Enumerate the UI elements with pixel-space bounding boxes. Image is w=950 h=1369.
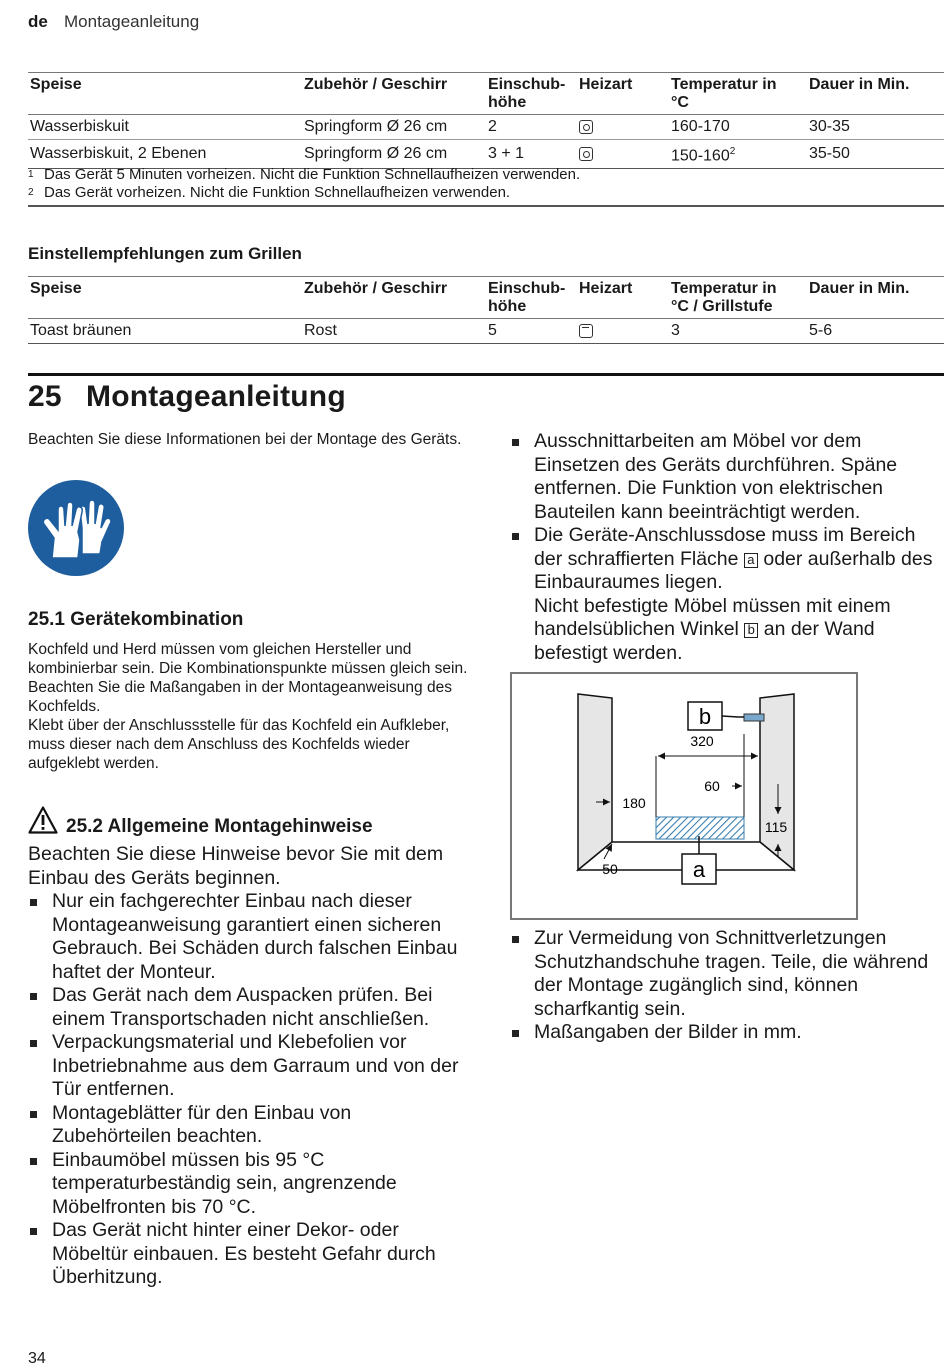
list-item: Die Geräte-Anschlussdose muss im Bereich der schraffierten Fläche a oder außerhalb des Einbauraumes liegen.: [510, 524, 940, 595]
col-header-temperatur: Temperatur in °C / Grillstufe: [671, 280, 777, 315]
cell-heizart: [577, 140, 669, 169]
baking-table: [28, 72, 944, 169]
list-item: Zur Vermeidung von Schnittverletzungen Schutzhandschuhe tragen. Teile, die während der Montage zugänglich sind, können scharfkantig sein.: [510, 927, 940, 1021]
cell-zubehoer: Springform Ø 26 cm: [304, 145, 448, 163]
footnote: 1 Das Gerät 5 Minuten vorheizen. Nicht die Funktion Schnellaufheizen verwenden.: [28, 166, 581, 183]
montage-hints-list: [28, 890, 468, 1290]
cell-speise: Wasserbiskuit: [30, 118, 129, 135]
chapter-number: 25: [28, 380, 62, 413]
grill-icon: [579, 324, 593, 338]
warning-triangle-icon: [28, 806, 58, 834]
section-25-1-title: 25.1 Gerätekombination: [28, 609, 244, 630]
cell-heizart: [577, 319, 669, 344]
dim-320-label: 320: [690, 733, 714, 749]
list-continuation: Nicht befestigte Möbel müssen mit einem handelsüblichen Winkel b an der Wand befestigt werden.: [534, 594, 891, 664]
chapter-title-text: Montageanleitung: [86, 380, 346, 413]
col-header-einschub: Einschub- höhe: [488, 76, 566, 111]
cell-dauer: 30-35: [809, 118, 850, 135]
col-header-heizart: Heizart: [579, 76, 633, 93]
diagram-label-b: b: [698, 704, 712, 729]
label-b-box: b: [744, 623, 758, 638]
section-25-2-title: 25.2 Allgemeine Montagehinweise: [66, 816, 373, 837]
list-item: Montageblätter für den Einbau von Zubehörteilen beachten.: [28, 1102, 468, 1149]
col-header-dauer: Dauer in Min.: [809, 76, 910, 93]
montage-hints-list-right: [510, 430, 940, 665]
fan-heating-icon: [579, 120, 593, 134]
label-a-box: a: [744, 553, 758, 568]
fan-heating-icon: [579, 147, 593, 161]
col-header-heizart: Heizart: [579, 280, 633, 297]
col-header-einschub: Einschub- höhe: [488, 280, 566, 315]
dim-60-label: 60: [704, 778, 720, 794]
chapter-title: [28, 380, 346, 414]
footnote-rule: [28, 205, 944, 207]
col-header-zubehoer: Zubehör / Geschirr: [304, 76, 448, 93]
cell-temperatur: 160-170: [671, 118, 730, 135]
page-number: 34: [28, 1350, 46, 1367]
table-row: [28, 319, 944, 344]
cell-einschub: 5: [488, 322, 497, 339]
cell-speise: Wasserbiskuit, 2 Ebenen: [30, 145, 207, 163]
cell-zubehoer: Rost: [304, 322, 337, 339]
cell-einschub: 2: [488, 118, 497, 135]
footnote: 2 Das Gerät vorheizen. Nicht die Funktion Schnellaufheizen verwenden.: [28, 184, 511, 201]
list-item: Verpackungsmaterial und Klebefolien vor Inbetriebnahme aus dem Garraum und von der Tür entfernen.: [28, 1031, 468, 1102]
paragraph: Klebt über der Anschlussstelle für das Kochfeld ein Aufkleber, muss dieser nach dem Anschluss des Kochfelds wieder aufgeklebt werden.: [28, 717, 450, 772]
list-item: Einbaumöbel müssen bis 95 °C temperaturbeständig sein, angrenzende Möbelfronten bis 70 °C.: [28, 1149, 468, 1220]
footnote-ref: 2: [729, 146, 736, 157]
dim-115-label: 115: [764, 819, 788, 835]
col-header-dauer: Dauer in Min.: [809, 280, 910, 297]
table-row: [28, 115, 944, 140]
table-header-row: [28, 73, 944, 115]
list-item: Das Gerät nach dem Auspacken prüfen. Bei einem Transportschaden nicht anschließen.: [28, 984, 468, 1031]
cell-dauer: 5-6: [809, 322, 833, 339]
cell-einschub: 3 + 1: [488, 145, 525, 163]
chapter-rule: [28, 373, 944, 376]
language-code: de: [28, 12, 48, 31]
paragraph: Kochfeld und Herd müssen vom gleichen Hersteller und kombinierbar sein. Die Kombinationspunkte müssen gleich sein.: [28, 641, 468, 677]
intro-text: Beachten Sie diese Informationen bei der Montage des Geräts.: [28, 431, 462, 448]
cell-temperatur: 3: [671, 322, 680, 339]
installation-diagram: [510, 672, 858, 920]
running-header-title: Montageanleitung: [64, 12, 200, 31]
table-header-row: [28, 277, 944, 319]
section-25-1-body: [28, 640, 468, 773]
list-item: Das Gerät nicht hinter einer Dekor- oder Möbeltür einbauen. Es besteht Gefahr durch Überhitzung.: [28, 1219, 468, 1290]
table-row: [28, 140, 944, 169]
col-header-temperatur: Temperatur in °C: [671, 76, 777, 111]
cell-heizart: [577, 115, 669, 140]
col-header-zubehoer: Zubehör / Geschirr: [304, 280, 448, 297]
paragraph: Beachten Sie die Maßangaben in der Montageanweisung des Kochfelds.: [28, 679, 452, 715]
col-header-speise: Speise: [30, 280, 82, 297]
list-item: Nur ein fachgerechter Einbau nach dieser Montageanweisung garantiert einen sicheren Gebrauch. Bei Schäden durch falschen Einbau haftet der Monteur.: [28, 890, 468, 984]
cell-dauer: 35-50: [809, 145, 850, 163]
grill-table: [28, 276, 944, 344]
col-header-speise: Speise: [30, 76, 82, 93]
section-25-2-intro: Beachten Sie diese Hinweise bevor Sie mit dem Einbau des Geräts beginnen.: [28, 843, 444, 889]
list-item: Ausschnittarbeiten am Möbel vor dem Einsetzen des Geräts durchführen. Späne entfernen. Die Funktion von elektrischen Bauteilen kann beeinträchtigt werden.: [510, 430, 940, 524]
list-item: Maßangaben der Bilder in mm.: [510, 1021, 940, 1045]
montage-hints-list-right-2: [510, 927, 940, 1045]
wear-gloves-icon: [28, 480, 124, 576]
diagram-label-a: a: [692, 857, 706, 882]
dim-50-label: 50: [602, 861, 618, 877]
cell-temperatur: $150-160^2$: [671, 146, 736, 165]
cell-speise: Toast bräunen: [30, 322, 132, 339]
cell-zubehoer: Springform Ø 26 cm: [304, 118, 448, 135]
grill-heading: Einstellempfehlungen zum Grillen: [28, 244, 302, 263]
dim-180-label: 180: [622, 795, 646, 811]
